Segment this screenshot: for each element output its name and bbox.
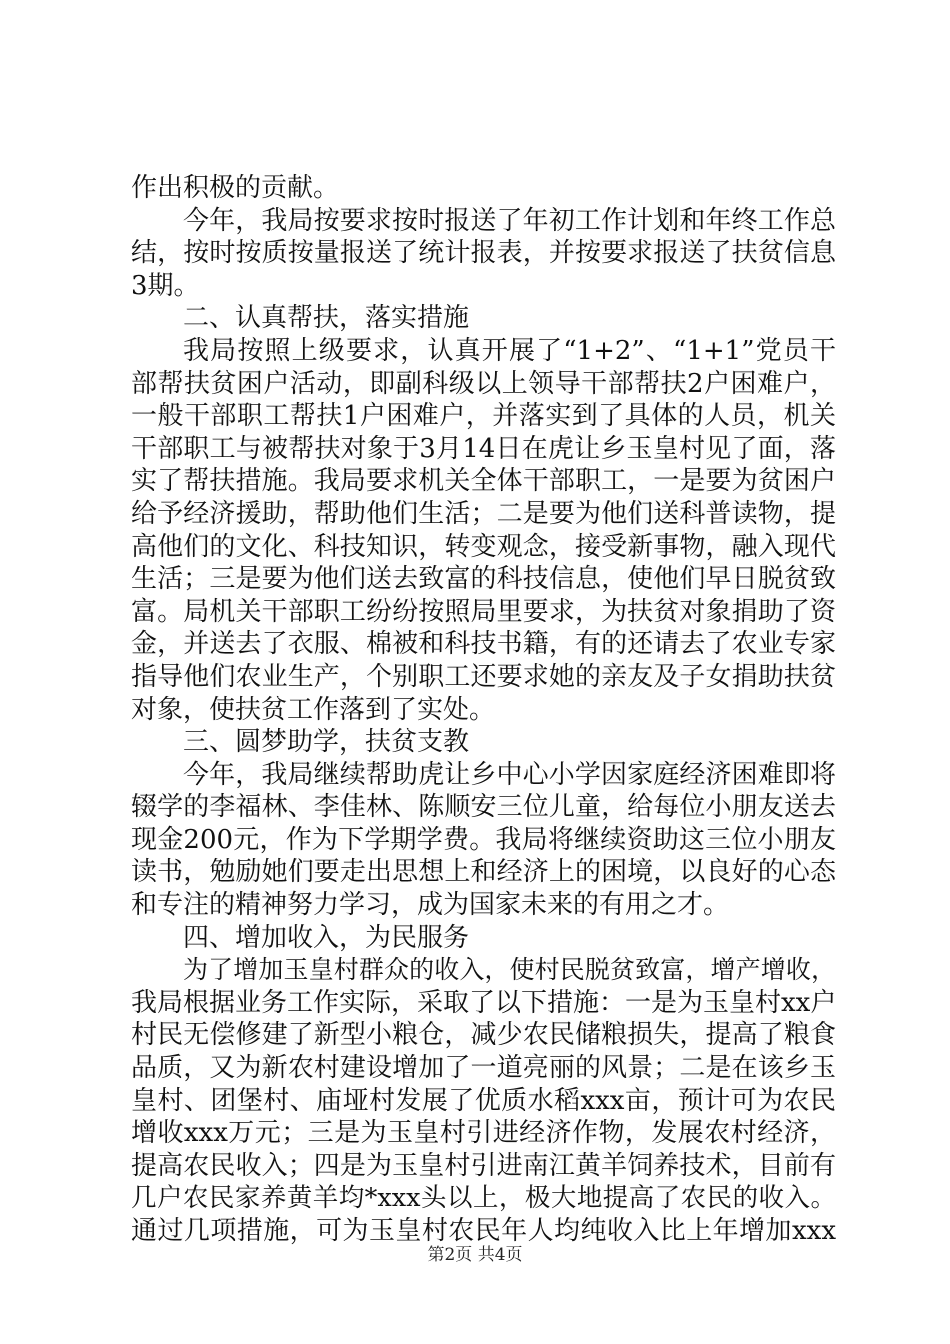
text-line: 今年，我局按要求按时报送了年初工作计划和年终工作总 xyxy=(183,205,836,236)
document-body xyxy=(131,172,836,1248)
text-line: 我局根据业务工作实际，采取了以下措施：一是为玉皇村xx户 xyxy=(131,987,836,1018)
text-line: 增收xxx万元；三是为玉皇村引进经济作物，发展农村经济， xyxy=(131,1118,836,1149)
text-line: 干部职工与被帮扶对象于3月14日在虎让乡玉皇村见了面，落 xyxy=(131,433,836,464)
text-line: 村民无偿修建了新型小粮仓，减少农民储粮损失，提高了粮食 xyxy=(131,1020,836,1051)
text-line: 部帮扶贫困户活动，即副科级以上领导干部帮扶2户困难户， xyxy=(131,368,836,399)
text-line: 高他们的文化、科技知识，转变观念，接受新事物，融入现代 xyxy=(131,531,836,562)
text-line: 对象，使扶贫工作落到了实处。 xyxy=(131,694,496,725)
text-line: 几户农民家养黄羊均*xxx头以上，极大地提高了农民的收入。 xyxy=(131,1183,836,1214)
text-line: 指导他们农业生产，个别职工还要求她的亲友及子女捐助扶贫 xyxy=(131,661,836,692)
text-line: 通过几项措施，可为玉皇村农民年人均纯收入比上年增加xxx xyxy=(131,1216,836,1246)
text-line: 辍学的李福林、李佳林、陈顺安三位儿童，给每位小朋友送去 xyxy=(131,792,836,823)
text-line: 皇村、团堡村、庙垭村发展了优质水稻xxx亩，预计可为农民 xyxy=(131,1085,836,1116)
text-lines xyxy=(131,172,836,1248)
text-line: 作出积极的贡献。 xyxy=(131,173,340,203)
text-line: 一般干部职工帮扶1户困难户，并落实到了具体的人员，机关 xyxy=(131,401,836,432)
text-line: 四、增加收入，为民服务 xyxy=(183,922,470,953)
text-line: 提高农民收入；四是为玉皇村引进南江黄羊饲养技术，目前有 xyxy=(131,1150,836,1181)
text-line: 今年，我局继续帮助虎让乡中心小学因家庭经济困难即将 xyxy=(183,759,836,790)
text-line: 富。局机关干部职工纷纷按照局里要求，为扶贫对象捐助了资 xyxy=(131,596,836,627)
page-number-footer: 第2页 共4页 xyxy=(427,1245,523,1265)
text-line: 二、认真帮扶，落实措施 xyxy=(183,303,470,334)
text-line: 3期。 xyxy=(131,270,200,301)
text-line: 三、圆梦助学，扶贫支教 xyxy=(183,727,470,758)
text-line: 为了增加玉皇村群众的收入，使村民脱贫致富，增产增收， xyxy=(183,955,836,985)
text-line: 生活；三是要为他们送去致富的科技信息，使他们早日脱贫致 xyxy=(131,564,836,595)
text-line: 结，按时按质按量报送了统计报表，并按要求报送了扶贫信息 xyxy=(131,238,836,269)
text-line: 现金200元，作为下学期学费。我局将继续资助这三位小朋友 xyxy=(131,824,836,855)
text-line: 我局按照上级要求，认真开展了“1+2”、“1+1”党员干 xyxy=(183,335,836,366)
text-line: 品质，又为新农村建设增加了一道亮丽的风景；二是在该乡玉 xyxy=(131,1053,836,1084)
text-line: 给予经济援助，帮助他们生活；二是要为他们送科普读物，提 xyxy=(131,498,836,529)
text-line: 和专注的精神努力学习，成为国家未来的有用之才。 xyxy=(131,890,730,921)
text-line: 实了帮扶措施。我局要求机关全体干部职工，一是要为贫困户 xyxy=(131,466,836,497)
text-line: 读书，勉励她们要走出思想上和经济上的困境，以良好的心态 xyxy=(131,857,836,888)
text-line: 金，并送去了衣服、棉被和科技书籍，有的还请去了农业专家 xyxy=(131,629,836,660)
